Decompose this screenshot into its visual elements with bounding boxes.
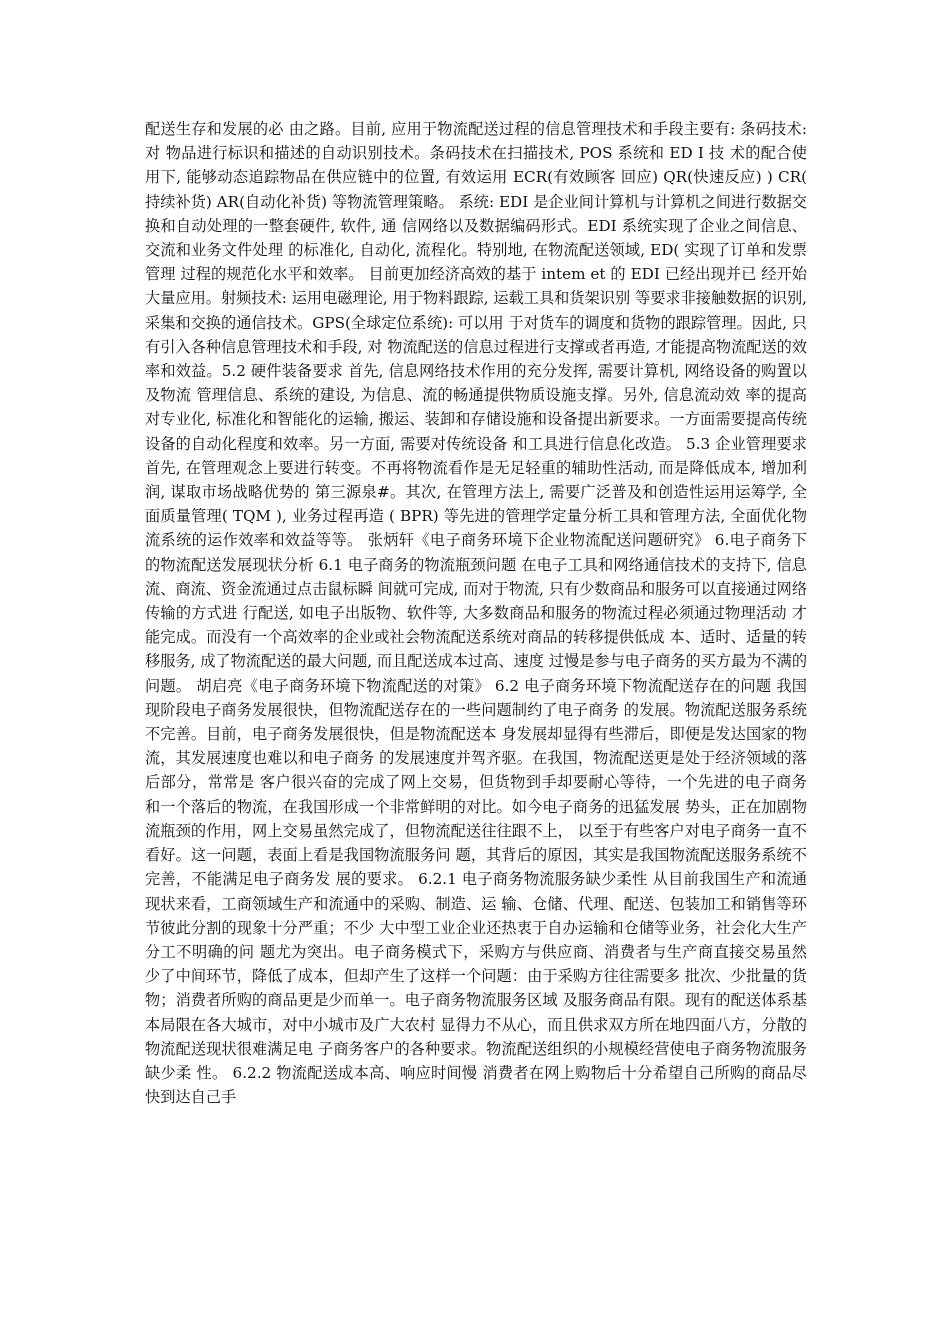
document-body-text: 配送生存和发展的必 由之路。目前, 应用于物流配送过程的信息管理技术和手段主要有: 条码技术: 对 物品进行标识和描述的自动识别技术。条码技术在扫描技术, POS 系统和 ED I 技 术的配合使用下, 能够动态追踪物品在供应链中的位置, 有效运用 ECR(有效顾客 回应) QR(快速反应) ) CR( 持续补货) AR(自动化补货) 等物流管理策略。 系统: EDI 是企业间计算机与计算机之间进行数据交换和自动处理的一整套硬件, 软件, 通 信网络以及数据编码形式。EDI 系统实现了企业之间信息、交流和业务文件处理 的标准化, 自动化, 流程化。特别地, 在物流配送领域, ED( 实现了订单和发票管理 过程的规范化水平和效率。 目前更加经济高效的基于 intem et 的 EDI 已经出现并已 经开始大量应用。射频技术: 运用电磁理论, 用于物料跟踪, 运载工具和货架识别 等要求非接触数据的识别, 采集和交换的通信技术。GPS(全球定位系统): 可以用 于对货车的调度和货物的跟踪管理。因此, 只有引入各种信息管理技术和手段, 对 物流配送的信息过程进行支撑或者再造, 才能提高物流配送的效率和效益。5.2 硬件装备要求 首先, 信息网络技术作用的充分发挥, 需要计算机, 网络设备的购置以及物流 管理信息、系统的建设, 为信息、流的畅通提供物质设施支撑。另外, 信息流动效 率的提高对专业化, 标准化和智能化的运输, 搬运、装卸和存储设施和设备提出新要求。一方面需要提高传统设备的自动化程度和效率。另一方面, 需要对传统设备 和工具进行信息化改造。 5.3 企业管理要求 首先, 在管理观念上要进行转变。不再将物流看作是无足轻重的辅助性活动, 而是降低成本, 增加利润, 谋取市场战略优势的 第三源泉#。其次, 在管理方法上, 需要广泛普及和创造性运用运筹学, 全面质量管理( TQM ), 业务过程再造 ( BPR) 等先进的管理学定量分析工具和管理方法, 全面优化物流系统的运作效率和效益等等。 张炳轩《电子商务环境下企业物流配送问题研究》 6.电子商务下的物流配送发展现状分析 6.1 电子商务的物流瓶颈问题 在电子工具和网络通信技术的支持下, 信息流、商流、资金流通过点击鼠标瞬 间就可完成, 而对于物流, 只有少数商品和服务可以直接通过网络传输的方式进 行配送, 如电子出版物、软件等, 大多数商品和服务的物流过程必须通过物理活动 才能完成。而没有一个高效率的企业或社会物流配送系统对商品的转移提供低成 本、适时、适量的转移服务, 成了物流配送的最大问题, 而且配送成本过高、速度 过慢是参与电子商务的买方最为不满的问题。 胡启亮《电子商务环境下物流配送的对策》 6.2 电子商务环境下物流配送存在的问题 我国现阶段电子商务发展很快，但物流配送存在的一些问题制约了电子商务 的发展。物流配送服务系统不完善。目前，电子商务发展很快，但是物流配送本 身发展却显得有些滞后，即便是发达国家的物流，其发展速度也难以和电子商务 的发展速度并驾齐驱。在我国，物流配送更是处于经济领域的落后部分，常常是 客户很兴奋的完成了网上交易，但货物到手却要耐心等待，一个先进的电子商务 和一个落后的物流，在我国形成一个非常鲜明的对比。如今电子商务的迅猛发展 势头，正在加剧物流瓶颈的作用，网上交易虽然完成了，但物流配送往往跟不上， 以至于有些客户对电子商务一直不看好。这一问题，表面上看是我国物流服务问 题，其背后的原因，其实是我国物流配送服务系统不完善，不能满足电子商务发 展的要求。 6.2.1 电子商务物流服务缺少柔性 从目前我国生产和流通现状来看，工商领域生产和流通中的采购、制造、运 输、仓储、代理、配送、包装加工和销售等环节彼此分割的现象十分严重；不少 大中型工业企业还热衷于自办运输和仓储等业务，社会化大生产分工不明确的问 题尤为突出。电子商务模式下，采购方与供应商、消费者与生产商直接交易虽然 少了中间环节，降低了成本，但却产生了这样一个问题：由于采购方往往需要多 批次、少批量的货物；消费者所购的商品更是少而单一。电子商务物流服务区域 及服务商品有限。现有的配送体系基本局限在各大城市，对中小城市及广大农村 显得力不从心，而且供求双方所在地四面八方，分散的物流配送现状很难满足电 子商务客户的各种要求。物流配送组织的小规模经营使电子商务物流服务缺少柔 性。 6.2.2 物流配送成本高、响应时间慢 消费者在网上购物后十分希望自己所购的商品尽快到达自己手 bbox=[145, 120, 808, 1107]
